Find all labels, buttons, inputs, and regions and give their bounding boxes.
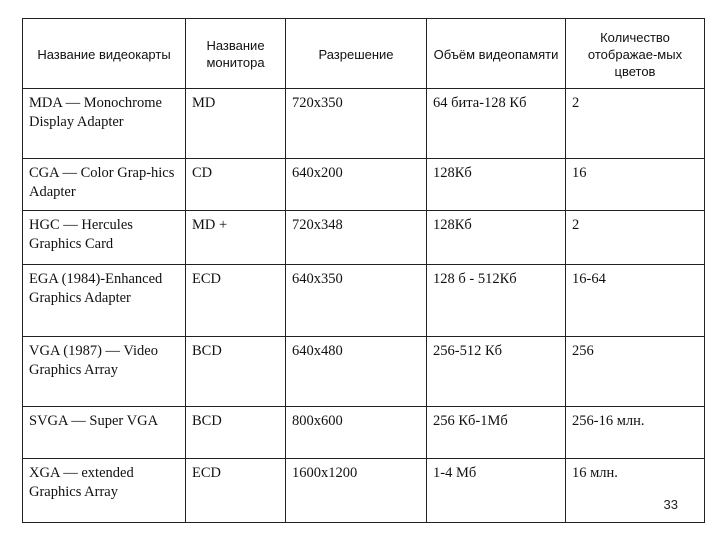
cell-memory: 128Кб <box>427 159 566 211</box>
cell-monitor: BCD <box>186 337 286 407</box>
cell-colors: 16 <box>566 159 705 211</box>
header-card: Название видеокарты <box>23 19 186 89</box>
cell-resolution: 720x350 <box>286 89 427 159</box>
table-row <box>23 211 705 265</box>
cell-memory: 1-4 Мб <box>427 459 566 523</box>
table-row <box>23 459 705 523</box>
cell-monitor: ECD <box>186 265 286 337</box>
page-number: 33 <box>663 497 678 512</box>
cell-monitor: BCD <box>186 407 286 459</box>
table-row <box>23 159 705 211</box>
video-adapters-table <box>22 18 705 523</box>
cell-resolution: 640x480 <box>286 337 427 407</box>
cell-resolution: 1600x1200 <box>286 459 427 523</box>
cell-resolution: 800x600 <box>286 407 427 459</box>
cell-card: EGA (1984)-Enhanced Graphics Adapter <box>23 265 186 337</box>
cell-card: XGA — extended Graphics Array <box>23 459 186 523</box>
cell-colors: 2 <box>566 89 705 159</box>
table-row <box>23 407 705 459</box>
cell-resolution: 640x350 <box>286 265 427 337</box>
cell-resolution: 720x348 <box>286 211 427 265</box>
cell-card: HGC — Hercules Graphics Card <box>23 211 186 265</box>
cell-memory: 128Кб <box>427 211 566 265</box>
cell-resolution: 640x200 <box>286 159 427 211</box>
cell-card: MDA — Monochrome Display Adapter <box>23 89 186 159</box>
cell-monitor: MD + <box>186 211 286 265</box>
cell-memory: 128 б - 512Кб <box>427 265 566 337</box>
cell-card: VGA (1987) — Video Graphics Array <box>23 337 186 407</box>
cell-colors: 256-16 млн. <box>566 407 705 459</box>
cell-colors: 2 <box>566 211 705 265</box>
cell-monitor: ECD <box>186 459 286 523</box>
table-row <box>23 89 705 159</box>
table-row <box>23 337 705 407</box>
header-colors: Количество отображае-мых цветов <box>566 19 705 89</box>
header-resolution: Разрешение <box>286 19 427 89</box>
cell-colors: 256 <box>566 337 705 407</box>
table-header-row <box>23 19 705 89</box>
cell-card: SVGA — Super VGA <box>23 407 186 459</box>
header-monitor: Название монитора <box>186 19 286 89</box>
cell-colors: 16-64 <box>566 265 705 337</box>
cell-monitor: CD <box>186 159 286 211</box>
header-memory: Объём видеопамяти <box>427 19 566 89</box>
cell-monitor: MD <box>186 89 286 159</box>
cell-memory: 256-512 Кб <box>427 337 566 407</box>
cell-colors: 16 млн. <box>566 459 705 523</box>
table-row <box>23 265 705 337</box>
cell-memory: 256 Кб-1Мб <box>427 407 566 459</box>
cell-memory: 64 бита-128 Кб <box>427 89 566 159</box>
cell-card: CGA — Color Grap-hics Adapter <box>23 159 186 211</box>
